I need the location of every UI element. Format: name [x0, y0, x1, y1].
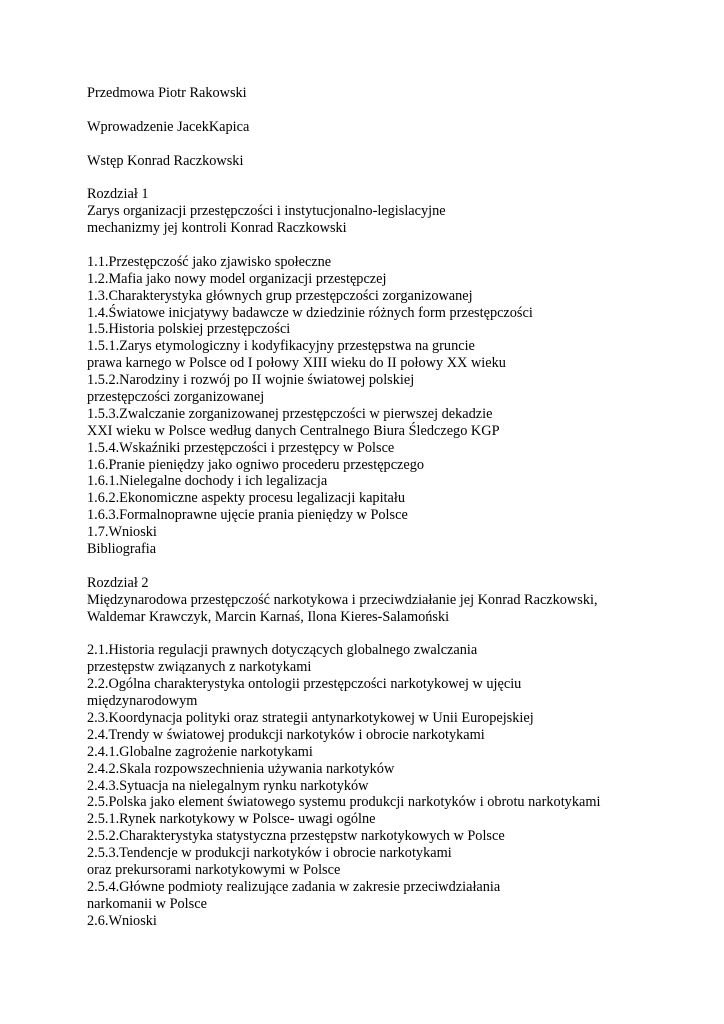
text-line: oraz prekursorami narkotykowymi w Polsce: [87, 861, 341, 878]
text-line: 2.6.Wnioski: [87, 912, 157, 929]
text-line: 2.5.Polska jako element światowego systemu produkcji narkotyków i obrotu narkotykami: [87, 794, 601, 811]
text-line: przestępstw związanych z narkotykami: [87, 659, 312, 676]
text-line: Przedmowa Piotr Rakowski: [87, 85, 247, 101]
text-line: 2.4.2.Skala rozpowszechnienia używania narkotyków: [87, 760, 395, 777]
text-line: Rozdział 2: [87, 574, 149, 591]
text-line: 1.5.Historia polskiej przestępczości: [87, 321, 291, 338]
text-line: XXI wieku w Polsce według danych Centralnego Biura Śledczego KGP: [87, 422, 500, 439]
text-block: [87, 85, 687, 102]
text-line: 2.2.Ogólna charakterystyka ontologii przestępczości narkotykowej w ujęciu: [87, 676, 522, 693]
paragraph-gap: [87, 136, 687, 153]
text-line: 1.5.1.Zarys etymologiczny i kodyfikacyjny przestępstwa na gruncie: [87, 338, 475, 355]
text-line: 2.5.3.Tendencje w produkcji narkotyków i obrocie narkotykami: [87, 845, 452, 862]
text-line: mechanizmy jej kontroli Konrad Raczkowski: [87, 220, 347, 237]
text-line: Wprowadzenie JacekKapica: [87, 118, 250, 135]
paragraph-gap: [87, 626, 687, 643]
text-line: prawa karnego w Polsce od I połowy XIII wieku do II połowy XX wieku: [87, 355, 506, 372]
text-line: 1.5.3.Zwalczanie zorganizowanej przestępczości w pierwszej dekadzie: [87, 405, 493, 422]
paragraph-gap: [87, 237, 687, 254]
text-block: [87, 642, 687, 929]
text-block: [87, 254, 687, 558]
text-block: [87, 153, 687, 170]
text-line: 1.6.2.Ekonomiczne aspekty procesu legalizacji kapitału: [87, 490, 405, 507]
paragraph-gap: [87, 558, 687, 575]
table-of-contents: [87, 85, 687, 930]
text-line: 1.2.Mafia jako nowy model organizacji przestępczej: [87, 270, 387, 287]
text-line: 1.1.Przestępczość jako zjawisko społeczne: [87, 253, 332, 270]
text-line: 1.6.1.Nielegalne dochody i ich legalizacja: [87, 473, 328, 490]
text-line: 1.7.Wnioski: [87, 524, 157, 541]
paragraph-gap: [87, 169, 687, 186]
text-line: 2.5.2.Charakterystyka statystyczna przestępstw narkotykowych w Polsce: [87, 828, 505, 845]
text-line: 2.5.4.Główne podmioty realizujące zadania w zakresie przeciwdziałania: [87, 878, 501, 895]
text-line: 1.5.2.Narodziny i rozwój po II wojnie światowej polskiej: [87, 372, 415, 389]
text-line: Waldemar Krawczyk, Marcin Karnaś, Ilona Kieres-Salamoński: [87, 608, 450, 625]
text-line: 2.5.1.Rynek narkotykowy w Polsce- uwagi ogólne: [87, 811, 376, 828]
text-line: narkomanii w Polsce: [87, 895, 207, 912]
text-line: międzynarodowym: [87, 693, 198, 710]
text-line: 2.4.Trendy w światowej produkcji narkotyków i obrocie narkotykami: [87, 726, 485, 743]
text-line: 1.3.Charakterystyka głównych grup przestępczości zorganizowanej: [87, 287, 473, 304]
text-line: 2.3.Koordynacja polityki oraz strategii antynarkotykowej w Unii Europejskiej: [87, 709, 534, 726]
text-line: 2.1.Historia regulacji prawnych dotyczących globalnego zwalczania: [87, 642, 478, 659]
text-block: [87, 119, 687, 136]
text-line: Rozdział 1: [87, 186, 149, 203]
text-line: przestępczości zorganizowanej: [87, 389, 265, 406]
text-line: 1.6.Pranie pieniędzy jako ogniwo procederu przestępczego: [87, 456, 425, 473]
text-line: 2.4.1.Globalne zagrożenie narkotykami: [87, 743, 313, 760]
text-block: [87, 575, 687, 626]
text-line: 1.4.Światowe inicjatywy badawcze w dziedzinie różnych form przestępczości: [87, 304, 533, 321]
text-line: 1.6.3.Formalnoprawne ujęcie prania pieniędzy w Polsce: [87, 507, 408, 524]
text-line: Międzynarodowa przestępczość narkotykowa i przeciwdziałanie jej Konrad Raczkowski,: [87, 591, 598, 608]
text-line: Zarys organizacji przestępczości i instytucjonalno-legislacyjne: [87, 203, 446, 220]
text-line: Bibliografia: [87, 541, 157, 558]
text-line: 2.4.3.Sytuacja na nielegalnym rynku narkotyków: [87, 777, 369, 794]
paragraph-gap: [87, 102, 687, 119]
text-line: Wstęp Konrad Raczkowski: [87, 152, 244, 169]
text-line: 1.5.4.Wskaźniki przestępczości i przestępcy w Polsce: [87, 439, 395, 456]
text-block: [87, 186, 687, 237]
